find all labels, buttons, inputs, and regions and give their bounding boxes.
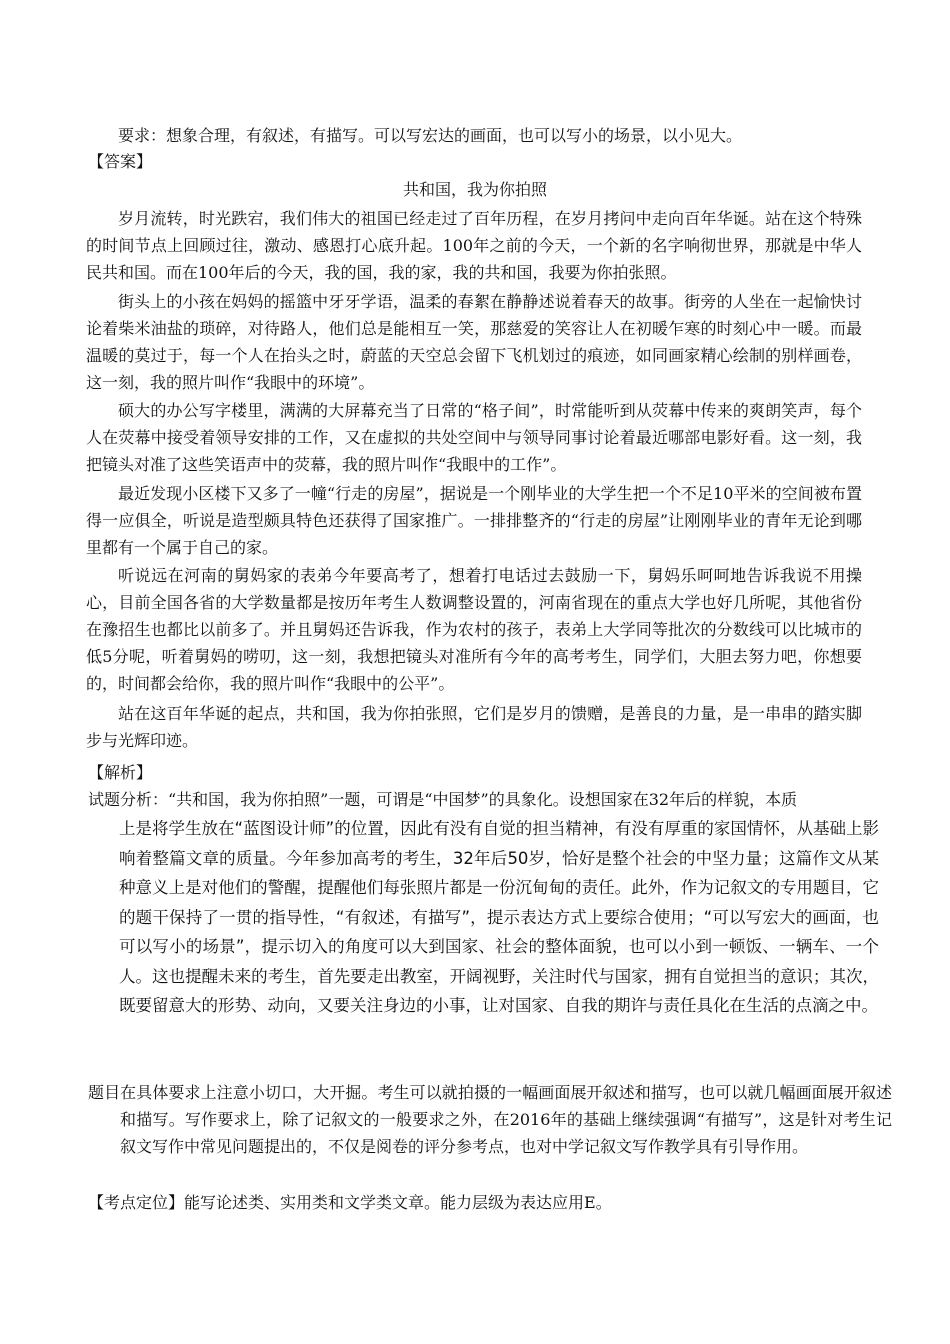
- kaodian-line: [88, 1193, 612, 1213]
- kaodian-text: 能写论述类、实用类和文学类文章。能力层级为表达应用E。: [184, 1193, 612, 1212]
- essay-paragraph-4: 最近发现小区楼下又多了一幢“行走的房屋”，据说是一个刚毕业的大学生把一个不足10平米的空间被布置得一应俱全，听说是造型颇具特色还获得了国家推广。一排排整齐的“行走的房屋”让刚刚毕业的青年无论到哪里都有一个属于自己的家。: [86, 484, 862, 557]
- analysis-label: 【解析】: [88, 763, 153, 782]
- kaodian-label: 【考点定位】: [88, 1193, 185, 1212]
- essay-paragraph-1: 岁月流转，时光跌宕，我们伟大的祖国已经走过了百年历程，在岁月拷问中走向百年华诞。站在这个特殊的时间节点上回顾过往，激动、感恩打心底升起。100年之前的今天，一个新的名字响彻世界，那就是中华人民共和国。而在100年后的今天，我的国，我的家，我的共和国，我要为你拍张照。: [86, 209, 862, 282]
- analysis-intro: 试题分析：“共和国，我为你拍照”一题，可谓是“中国梦”的具象化。设想国家在32年后的样貌，本质: [88, 790, 798, 809]
- essay-paragraph-6: 站在这百年华诞的起点，共和国，我为你拍张照，它们是岁月的馈赠，是善良的力量，是一串串的踏实脚步与光辉印迹。: [86, 704, 862, 750]
- essay-paragraph-5: 听说远在河南的舅妈家的表弟今年要高考了，想着打电话过去鼓励一下，舅妈乐呵呵地告诉我说不用操心，目前全国各省的大学数量都是按历年考生人数调整设置的，河南省现在的重点大学也好几所呢，其他省份在豫招生也都比以前多了。并且舅妈还告诉我，作为农村的孩子，表弟上大学同等批次的分数线可以比城市的低5分呢，听着舅妈的唠叨，这一刻，我想把镜头对准所有今年的高考考生，同学们，大胆去努力吧，你想要的，时间都会给你，我的照片叫作“我眼中的公平”。: [86, 566, 862, 693]
- essay-title: 共和国，我为你拍照: [402, 180, 547, 199]
- analysis-closing: 题目在具体要求上注意小切口，大开掘。考生可以就拍摄的一幅画面展开叙述和描写，也可以就几幅画面展开叙述和描写。写作要求上，除了记叙文的一般要求之外，在2016年的基础上继续强调“有描写”，这是针对考生记叙文写作中常见问题提出的，不仅是阅卷的评分参考点，也对中学记叙文写作教学具有引导作用。: [88, 1083, 892, 1156]
- essay-paragraph-3: 硕大的办公写字楼里，满满的大屏幕充当了日常的“格子间”，时常能听到从荧幕中传来的爽朗笑声，每个人在荧幕中接受着领导安排的工作，又在虚拟的共处空间中与领导同事讨论着最近哪部电影好看。这一刻，我把镜头对准了这些笑语声中的荧幕，我的照片叫作“我眼中的工作”。: [86, 401, 862, 474]
- essay-paragraph-2: 街头上的小孩在妈妈的摇篮中牙牙学语，温柔的春絮在静静述说着春天的故事。街旁的人坐在一起愉快讨论着柴米油盐的琐碎，对待路人，他们总是能相互一笑，那慈爱的笑容让人在初暖乍寒的时刻心中一暖。而最温暖的莫过于，每一个人在抬头之时，蔚蓝的天空总会留下飞机划过的痕迹，如同画家精心绘制的别样画卷，这一刻，我的照片叫作“我眼中的环境”。: [86, 292, 862, 392]
- requirement-text: 要求：想象合理，有叙述，有描写。可以写宏达的画面，也可以写小的场景，以小见大。: [118, 126, 743, 145]
- analysis-body: 上是将学生放在“蓝图设计师”的位置，因此有没有自觉的担当精神，有没有厚重的家国情怀，从基础上影响着整篇文章的质量。今年参加高考的考生，32年后50岁，恰好是整个社会的中坚力量；这篇作文从某种意义上是对他们的警醒，提醒他们每张照片都是一份沉甸甸的责任。此外，作为记叙文的专用题目，它的题干保持了一贯的指导性，“有叙述，有描写”，提示表达方式上要综合使用；“可以写宏大的画面，也可以写小的场景”，提示切入的角度可以大到国家、社会的整体面貌，也可以小到一顿饭、一辆车、一个人。这也提醒未来的考生，首先要走出教室，开阔视野，关注时代与国家，拥有自觉担当的意识；其次，既要留意大的形势、动向，又要关注身边的小事，让对国家、自我的期许与责任具化在生活的点滴之中。: [119, 819, 879, 1015]
- answer-label: 【答案】: [88, 152, 153, 171]
